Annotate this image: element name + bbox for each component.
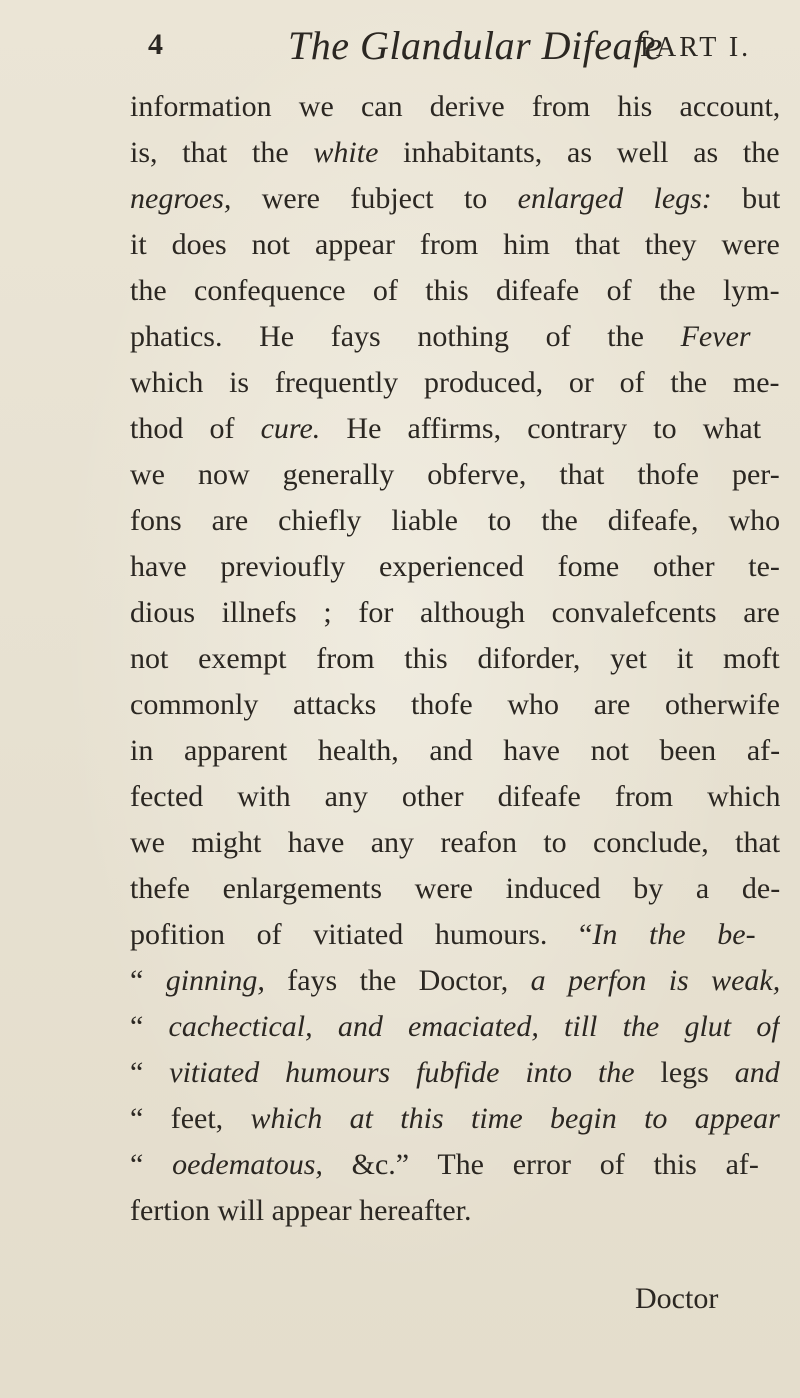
text-segment: cachectical, and emaciated, till the glut of	[168, 1010, 780, 1043]
text-line	[130, 590, 780, 636]
text-segment: inhabitants, as well as the	[378, 136, 780, 169]
text-segment: thod of	[130, 412, 261, 445]
text-line	[130, 1188, 780, 1234]
text-line	[130, 314, 780, 360]
text-line	[130, 774, 780, 820]
text-line	[130, 1142, 780, 1188]
text-segment: commonly attacks thofe who are otherwife	[130, 688, 780, 721]
page-number: 4	[148, 28, 163, 61]
text-line	[130, 130, 780, 176]
text-segment: not exempt from this diforder, yet it moft	[130, 642, 780, 675]
text-segment: is, that the	[130, 136, 314, 169]
text-segment: were fubject to	[231, 182, 518, 215]
text-segment: dious illnefs ; for although convalefcents are	[130, 596, 780, 629]
text-line	[130, 222, 780, 268]
text-line	[130, 1004, 780, 1050]
text-line	[130, 84, 780, 130]
text-segment: pofition of vitiated humours. “	[130, 918, 593, 951]
text-segment: white	[313, 136, 379, 169]
text-segment: &c.” The error of this af-	[322, 1148, 759, 1181]
text-line	[130, 1096, 780, 1142]
text-line	[130, 1050, 780, 1096]
text-line	[130, 452, 780, 498]
text-line	[130, 820, 780, 866]
text-line	[130, 498, 780, 544]
text-segment: it does not appear from him that they were	[130, 228, 780, 261]
text-segment: the confequence of this difeafe of the lym-	[130, 274, 780, 307]
text-segment: vitiated humours fubfide into the	[169, 1056, 635, 1089]
text-segment: fected with any other difeafe from which	[130, 780, 780, 813]
text-segment: we now generally obferve, that thofe per-	[130, 458, 780, 491]
text-segment: enlarged legs:	[517, 182, 712, 215]
text-segment: but	[711, 182, 780, 215]
text-segment: which is frequently produced, or of the me-	[130, 366, 780, 399]
body-text	[130, 84, 780, 1234]
text-segment: cure.	[260, 412, 321, 445]
text-line	[130, 682, 780, 728]
text-segment: in apparent health, and have not been af-	[130, 734, 780, 767]
text-line	[130, 866, 780, 912]
text-segment: ginning,	[165, 964, 265, 997]
text-segment: negroes,	[130, 182, 232, 215]
page-header	[148, 22, 788, 72]
text-segment: “	[130, 1148, 173, 1181]
text-segment: have previoufly experienced fome other te-	[130, 550, 780, 583]
text-line	[130, 268, 780, 314]
text-segment: In the be-	[592, 918, 756, 951]
text-segment: fertion will appear hereafter.	[130, 1194, 472, 1227]
running-title: The Glandular Difeafe	[288, 23, 663, 68]
text-segment: “	[130, 1010, 169, 1043]
text-segment: “	[130, 1056, 170, 1089]
text-segment: a perfon is weak,	[530, 964, 780, 997]
text-segment: Fever	[680, 320, 751, 353]
text-segment: we might have any reafon to conclude, that	[130, 826, 780, 859]
text-line	[130, 360, 780, 406]
text-segment: fons are chiefly liable to the difeafe, who	[130, 504, 780, 537]
text-segment: “	[130, 964, 166, 997]
text-line	[130, 176, 780, 222]
text-segment: information we can derive from his account,	[130, 90, 780, 123]
text-segment: and	[734, 1056, 780, 1089]
text-segment: legs	[634, 1056, 735, 1089]
text-segment: fays the Doctor,	[264, 964, 531, 997]
text-line	[130, 728, 780, 774]
text-line	[130, 958, 780, 1004]
text-segment: which at this time begin to appear	[223, 1102, 780, 1135]
text-segment: feet,	[170, 1102, 224, 1135]
text-segment: phatics. He fays nothing of the	[130, 320, 681, 353]
part-label: PART I.	[640, 32, 752, 63]
text-segment: thefe enlargements were induced by a de-	[130, 872, 780, 905]
text-line	[130, 544, 780, 590]
text-line	[130, 406, 780, 452]
text-segment: “	[130, 1102, 171, 1135]
catchword: Doctor	[635, 1282, 719, 1315]
text-segment: oedematous,	[172, 1148, 323, 1181]
text-segment: He affirms, contrary to what	[320, 412, 762, 445]
text-line	[130, 636, 780, 682]
text-line	[130, 912, 780, 958]
